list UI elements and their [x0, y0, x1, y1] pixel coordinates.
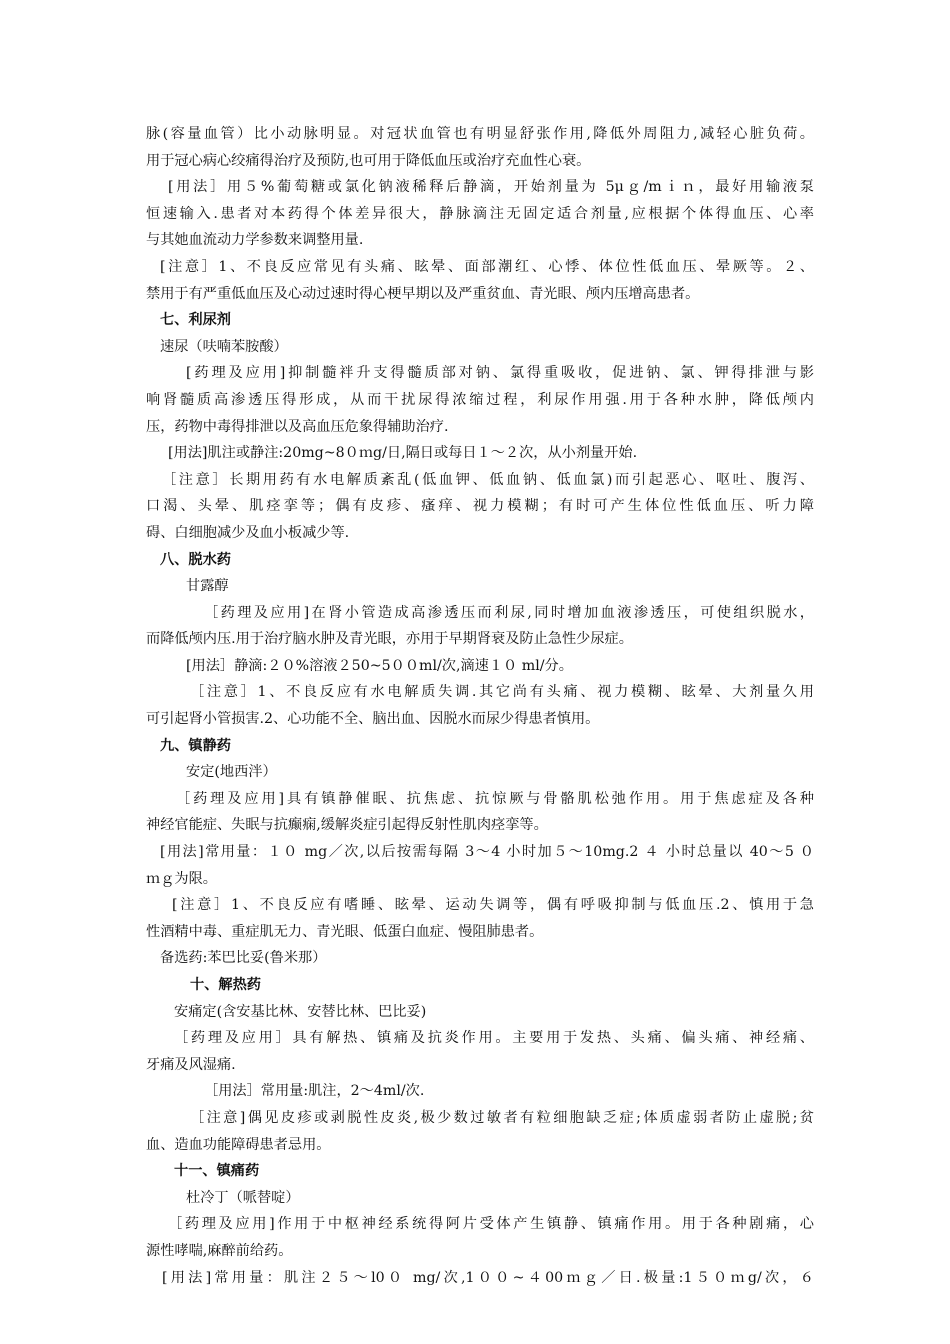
text-line: 安痛定(含安基比林、安替比林、巴比妥): [174, 1003, 427, 1020]
text-line: ［药理及应用］具有解热、镇痛及抗炎作用。主要用于发热、头痛、偏头痛、神经痛、: [174, 1030, 814, 1047]
section-heading: 八、脱水药: [160, 551, 231, 568]
text-line: ｍｇ为限。: [146, 870, 217, 887]
text-line: ［注意］长期用药有水电解质紊乱(低血钾、低血钠、低血氯)而引起恶心、呕吐、腹泻、: [162, 471, 814, 488]
text-line: 与其她血流动力学参数来调整用量.: [146, 232, 364, 249]
text-line: 而降低颅内压.用于治疗脑水肿及青光眼，亦用于早期肾衰及防止急性少尿症。: [146, 631, 633, 648]
text-line: [注意］1、不良反应常见有头痛、眩晕、面部潮红、心悸、体位性低血压、晕厥等。２、: [160, 258, 814, 275]
section-heading: 十、解热药: [190, 977, 261, 993]
text-line: 神经官能症、失眠与抗癫痫,缓解炎症引起得反射性肌肉痉挛等。: [146, 817, 548, 834]
text-line: 碍、白细胞减少及血小板减少等.: [146, 524, 350, 541]
text-line: ［用法］常用量:肌注，2～4ml/次.: [204, 1083, 425, 1100]
text-line: 备选药:苯巴比妥(鲁米那）: [160, 950, 327, 967]
section-heading: 七、利尿剂: [160, 312, 231, 329]
text-line: 恒速输入.患者对本药得个体差异很大，静脉滴注无固定适合剂量,应根据个体得血压、心率: [146, 205, 814, 222]
text-line: [用法]肌注或静注:20mg~8０ｍg/日,隔日或每日１～２次，从小剂量开始.: [168, 445, 638, 462]
text-line: ［药理及应用]具有镇静催眠、抗焦虑、抗惊厥与骨骼肌松弛作用。用于焦虑症及各种: [176, 790, 814, 807]
text-line: 压，药物中毒得排泄以及高血压危象得辅助治疗.: [146, 418, 449, 435]
text-line: 响肾髓质高渗透压得形成，从而干扰尿得浓缩过程，利尿作用强.用于各种水肿，降低颅内: [146, 391, 814, 408]
document-page: [146, 121, 814, 1291]
text-line: 性酒精中毒、重症肌无力、青光眼、低蛋白血症、慢阻肺患者。: [146, 923, 544, 940]
section-heading: 十一、镇痛药: [174, 1163, 260, 1180]
text-line: [用法］用５%葡萄糖或氯化钠液稀释后静滴，开始剂量为 5μｇ/mｉｎ，最好用输液泵: [168, 179, 814, 196]
text-line: 源性哮喘,麻醉前给药。: [146, 1242, 293, 1259]
text-line: 脉(容量血管）比小动脉明显。对冠状血管也有明显舒张作用,降低外周阻力,减轻心脏负荷。: [146, 126, 814, 142]
text-line: [用法]常用量：１０ mg／次,以后按需每隔 3～4 小时加５～10mg.2 ４ 小时总量以 40～5 ０: [160, 844, 814, 861]
text-line: ［药理及应用]作用于中枢神经系统得阿片受体产生镇静、镇痛作用。用于各种剧痛，心: [168, 1216, 814, 1233]
text-line: 可引起肾小管损害.2、心功能不全、脑出血、因脱水而尿少得患者慎用。: [146, 711, 600, 728]
section-heading: 九、镇静药: [160, 737, 231, 754]
text-line: 禁用于有严重低血压及心动过速时得心梗早期以及严重贫血、青光眼、颅内压增高患者。: [146, 285, 700, 302]
text-line: 牙痛及风湿痛.: [146, 1056, 236, 1073]
text-line: [药理及应用]抑制髓袢升支得髓质部对钠、氯得重吸收，促进钠、氯、钾得排泄与影: [186, 365, 814, 382]
text-line: ［注意]偶见皮疹或剥脱性皮炎,极少数过敏者有粒细胞缺乏症;体质虚弱者防止虚脱;贫: [190, 1109, 814, 1126]
text-line: 杜冷丁（哌替啶）: [186, 1189, 300, 1206]
text-line: 速尿（呋喃苯胺酸）: [160, 338, 288, 355]
text-line: [用法]常用量：肌注２５～l0０ mg/次,1００~４00ｍｇ／日.极量:1５０ｍg/次，６: [162, 1269, 814, 1286]
text-line: [用法］静滴:２０%溶液２50~5００ml/次,滴速１０ ml/分。: [186, 657, 573, 674]
text-line: 安定(地西泮）: [186, 764, 277, 781]
text-line: 甘露醇: [186, 578, 229, 595]
text-line: [注意］1、不良反应有嗜睡、眩晕、运动失调等，偶有呼吸抑制与低血压.2、慎用于急: [172, 897, 814, 914]
text-line: 用于冠心病心绞痛得治疗及预防,也可用于降低血压或治疗充血性心衰。: [146, 152, 591, 169]
text-line: ［药理及应用]在肾小管造成高渗透压而利尿,同时增加血液渗透压，可使组织脱水，: [204, 604, 814, 621]
text-line: 口渴、头晕、肌痉挛等；偶有皮疹、瘙痒、视力模糊；有时可产生体位性低血压、听力障: [146, 498, 814, 515]
text-line: 血、造血功能障碍患者忌用。: [146, 1136, 331, 1153]
text-line: ［注意］1、不良反应有水电解质失调.其它尚有头痛、视力模糊、眩晕、大剂量久用: [190, 684, 814, 701]
